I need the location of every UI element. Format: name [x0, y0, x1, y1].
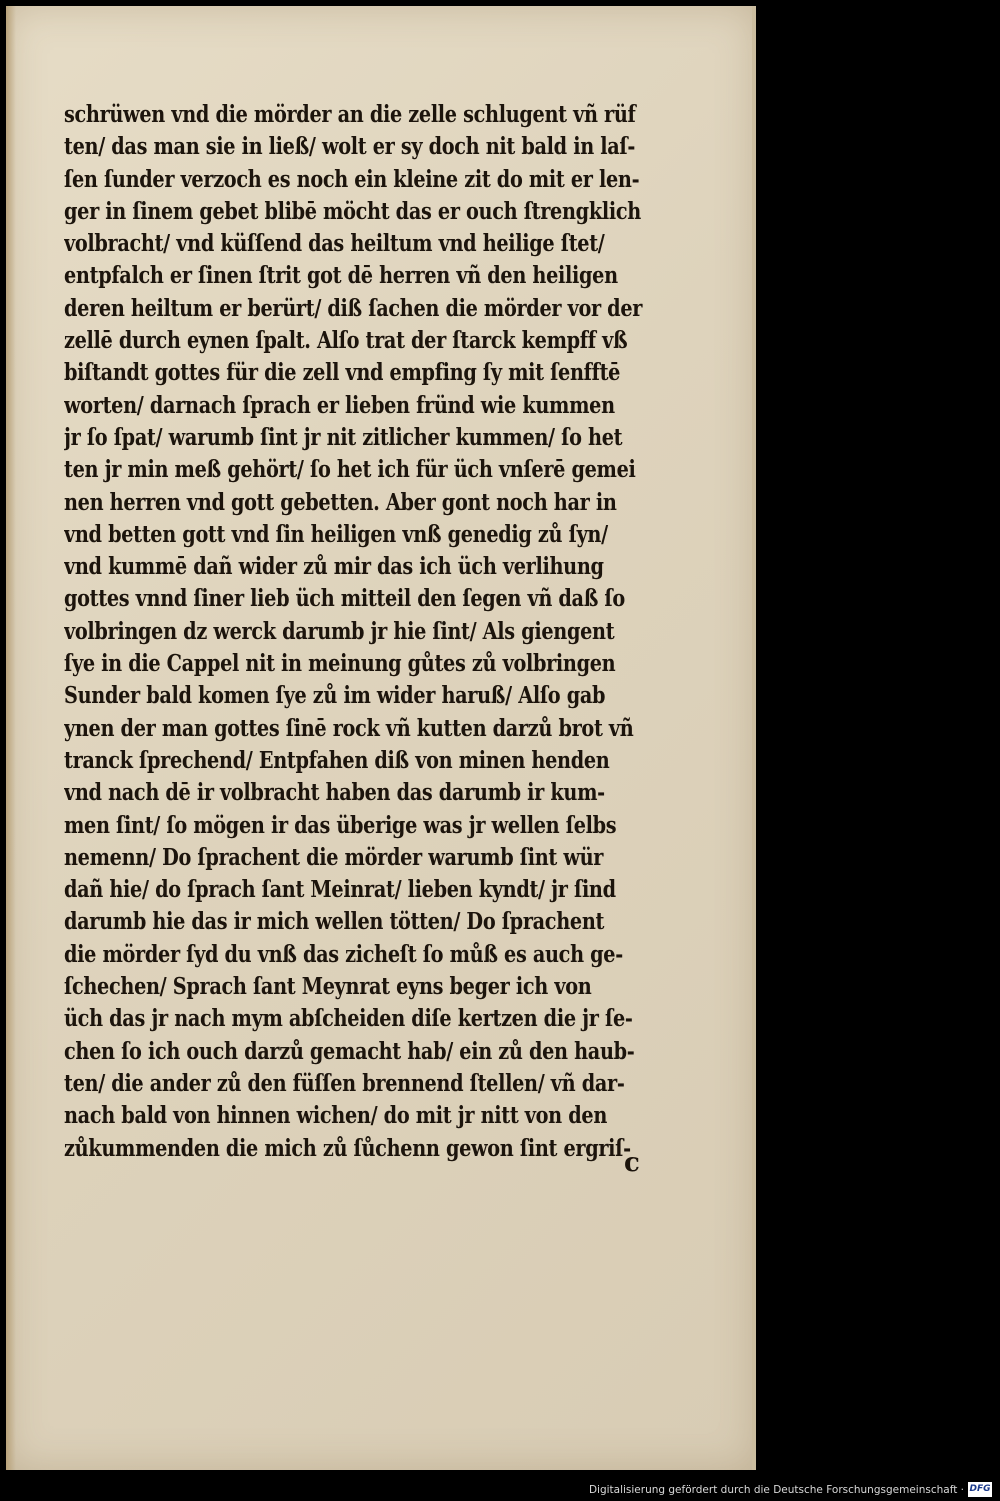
text-line: entpfalch er ſinen ſtrit got dē herren vñ den heiligen	[64, 261, 618, 290]
text-line: nen herren vnd gott gebetten. Aber gont noch har in	[64, 487, 617, 516]
text-line: vnd nach dē ir volbracht haben das darumb ir kum-	[64, 778, 605, 807]
text-line: volbracht/ vnd küſſend das heiltum vnd heilige ſtet/	[64, 229, 605, 258]
text-line: deren heiltum er berürt/ diß ſachen die mörder vor der	[64, 293, 643, 322]
text-line: ſchechen/ Sprach ſant Meynrat eyns beger ich von	[64, 972, 592, 1001]
funding-credit: Digitalisierung gefördert durch die Deutsche Forschungsgemeinschaft ·	[588, 1484, 964, 1496]
text-line: chen ſo ich ouch darzů gemacht hab/ ein zů den haub-	[64, 1036, 635, 1065]
text-line: ſye in die Cappel nit in meinung gůtes zů volbringen	[64, 649, 616, 678]
text-line: ſen ſunder verzoch es noch ein kleine zit do mit er len-	[64, 164, 640, 193]
text-line: biſtandt gottes für die zell vnd empfing ſy mit ſenfftē	[64, 358, 621, 387]
text-line: ten jr min meß gehört/ ſo het ich für üch vnſerē gemei	[64, 455, 636, 484]
book-page	[6, 6, 756, 1470]
text-line: ten/ die ander zů den füſſen brennend ſtellen/ vñ dar-	[64, 1068, 625, 1097]
text-line: volbringen dz werck darumb jr hie ſint/ Als giengent	[64, 616, 615, 645]
text-line: zellē durch eynen ſpalt. Alſo trat der ſtarck kempff vß	[64, 326, 628, 355]
text-line: üch das jr nach mym abſcheiden diſe kertzen die jr ſe-	[64, 1004, 633, 1033]
text-line: tranck ſprechend/ Entpfahen diß von minen henden	[64, 745, 610, 774]
text-line: schrüwen vnd die mörder an die zelle schlugent vñ rüf	[64, 100, 636, 128]
text-line: men ſint/ ſo mögen ir das überige was jr wellen ſelbs	[64, 810, 617, 839]
text-line: die mörder ſyd du vnß das zicheſt ſo můß es auch ge-	[64, 939, 623, 968]
text-line: vnd kummē dañ wider zů mir das ich üch verlihung	[64, 552, 604, 581]
text-line: Sunder bald komen ſye zů im wider haruß/ Alſo gab	[64, 681, 606, 710]
text-line: jr ſo ſpat/ warumb ſint jr nit zitlicher kummen/ ſo het	[64, 422, 623, 451]
text-line: nemenn/ Do ſprachent die mörder warumb ſint wür	[64, 842, 604, 871]
text-line: ger in ſinem gebet blibē möcht das er ouch ſtrengklich	[64, 196, 641, 225]
page-text-block	[64, 98, 714, 1164]
text-line: dañ hie/ do ſprach ſant Meinrat/ lieben kyndt/ jr ſind	[64, 875, 616, 904]
signature-mark: c	[624, 1148, 640, 1178]
credit-bar	[0, 1475, 1000, 1501]
text-line: ten/ das man sie in ließ/ wolt er sy doch nit bald in laſ-	[64, 132, 636, 161]
text-line: worten/ darnach ſprach er lieben fründ wie kummen	[64, 390, 615, 419]
text-line: ynen der man gottes ſinē rock vñ kutten darzů brot vñ	[64, 713, 634, 742]
text-line: gottes vnnd ſiner lieb üch mitteil den ſegen vñ daß ſo	[64, 584, 625, 613]
dfg-logo-icon: DFG	[968, 1482, 992, 1497]
text-line: nach bald von hinnen wichen/ do mit jr nitt von den	[64, 1101, 608, 1130]
text-line: zůkummenden die mich zů ſůchenn gewon ſint ergriſ-	[64, 1133, 631, 1162]
text-line: vnd betten gott vnd ſin heiligen vnß genedig zů ſyn/	[64, 519, 608, 548]
text-line: darumb hie das ir mich wellen tötten/ Do ſprachent	[64, 907, 605, 936]
